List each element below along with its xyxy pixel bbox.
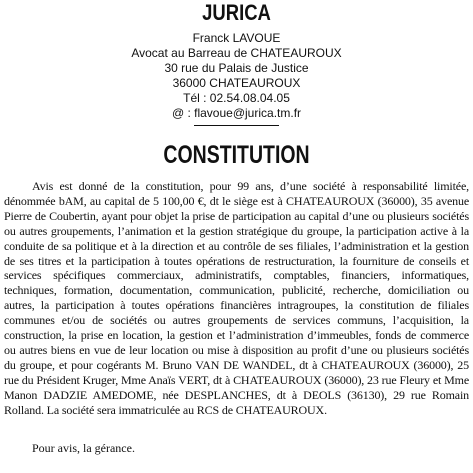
contact-block <box>0 31 473 121</box>
address-city: 36000 CHATEAUROUX <box>172 76 301 90</box>
email-line: @ : flavoue@jurica.tm.fr <box>171 106 302 120</box>
separator-rule <box>194 125 279 126</box>
lawyer-name: Franck LAVOUE <box>192 31 281 45</box>
address-street: 30 rue du Palais de Justice <box>164 61 309 75</box>
firm-name: JURICA <box>202 0 271 25</box>
notice-paragraph: Avis est donné de la constitution, pour 99 ans, d’une société à responsabilité limitée, dénommée bAM, au capital de 5 100,00 €, dt le siège est à CHATEAUROUX (36000), 35 avenue Pierre de Coubertin, ayant pour objet la prise de participation au capital d’une ou plusieurs sociétés ou autres groupements, l’animation et la gestion stratégique du groupe, la participation active à la conduite de sa politique et à la direction et au contrôle de ses filiales, l’administration et la gestion de ses titres et la participation à toutes opérations de restructuration, la fourniture de conseils et services spécifiques commerciaux, administratifs, comptables, financiers, informatiques, techniques, formation, documentation, communication, publicité, recherche, domiciliation ou autres, la participation à toutes opérations financières intragroupes, la constitution de filiales communes et/ou de sociétés ou autres groupements de services communs, l’acquisition, la construction, la prise en location, la gestion et l’administration d’immeubles, fonds de commerce ou autres biens en vue de leur location ou mise à disposition au profit d’une ou plusieurs sociétés du groupe, et pour cogérants M. Bruno VAN DE WANDEL, dt à CHATEAUROUX (36000), 25 rue du Président Kruger, Mme Anaïs VERT, dt à CHATEAUROUX (36000), 23 rue Fleury et Mme Manon DADZIE AMEDOME, née DESPLANCHES, dt à DEOLS (36130), 29 rue Romain Rolland. La société sera immatriculée au RCS de CHATEAUROUX. <box>4 179 469 417</box>
notice-body <box>4 179 469 418</box>
phone-line: Tél : 02.54.08.04.05 <box>183 91 290 105</box>
notice-signoff: Pour avis, la gérance. <box>32 441 135 455</box>
lawyer-title: Avocat au Barreau de CHATEAUROUX <box>131 46 342 60</box>
notice-heading: CONSTITUTION <box>163 141 310 169</box>
